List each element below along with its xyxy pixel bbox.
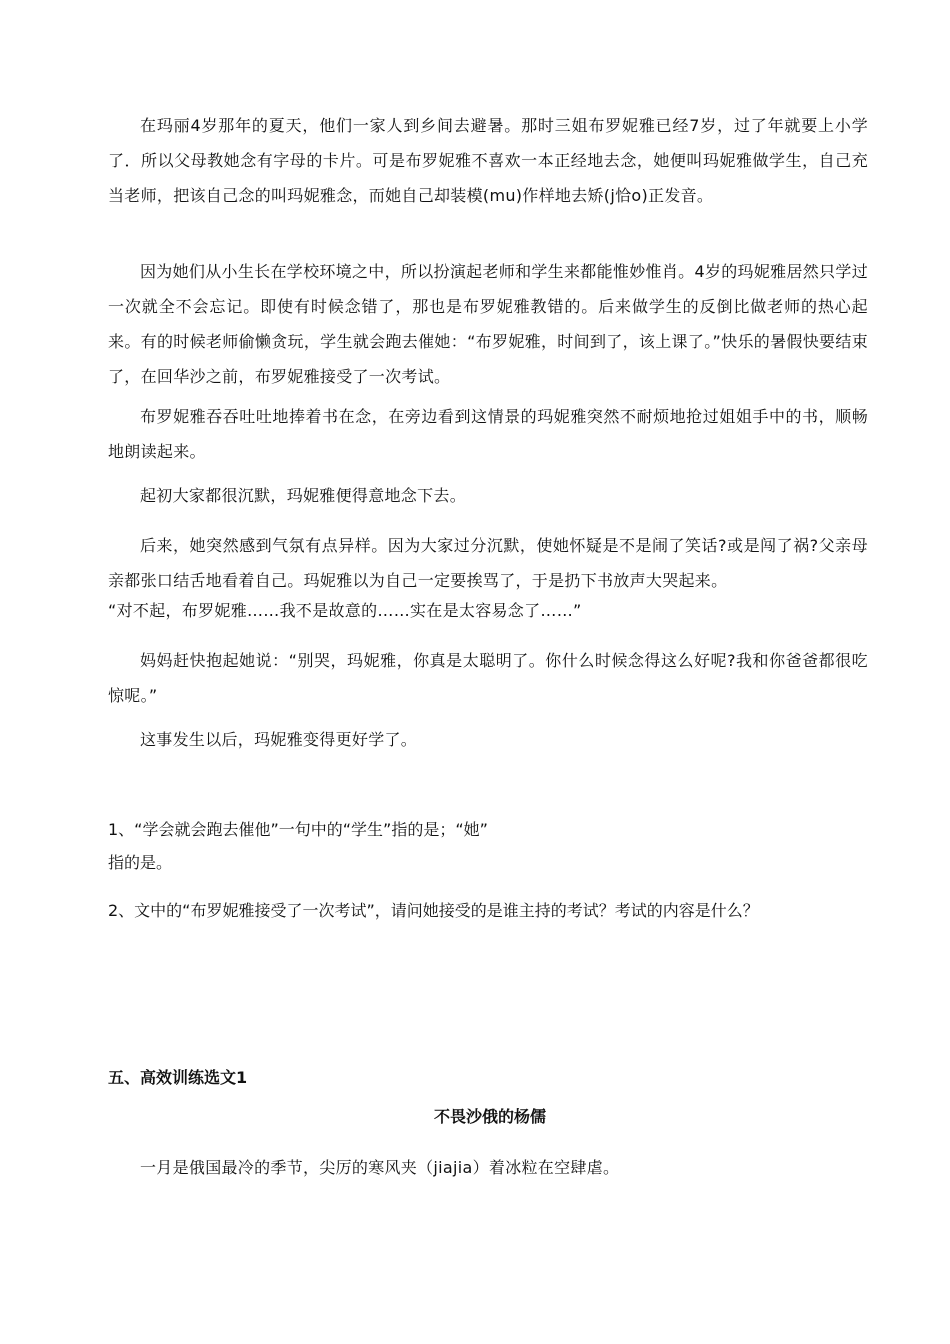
passage-paragraph: 后来，她突然感到气氛有点异样。因为大家过分沉默，使她怀疑是不是闹了笑话?或是闯了祸?父亲母亲都张口结舌地看着自己。玛妮雅以为自己一定要挨骂了，于是扔下书放声大哭起来。 (108, 536, 868, 590)
passage-paragraph: 布罗妮雅吞吞吐吐地捧着书在念，在旁边看到这情景的玛妮雅突然不耐烦地抢过姐姐手中的书，顺畅地朗读起来。 (108, 407, 868, 461)
passage-paragraph: “对不起，布罗妮雅……我不是故意的……实在是太容易念了……” (108, 601, 582, 620)
passage-paragraph: 在玛丽4岁那年的夏天，他们一家人到乡间去避暑。那时三姐布罗妮雅已经7岁，过了年就要上小学了．所以父母教她念有字母的卡片。可是布罗妮雅不喜欢一本正经地去念，她便叫玛妮雅做学生，自己充当老师，把该自己念的叫玛妮雅念，而她自己却装模(mu)作样地去矫(j恰o)正发音。 (108, 116, 868, 205)
article-first-paragraph: 一月是俄国最冷的季节，尖厉的寒风夹（jiajia）着冰粒在空肆虐。 (140, 1158, 620, 1177)
article-title: 不畏沙俄的杨儒 (433, 1107, 546, 1126)
question-1-line-2: 指的是。 (108, 853, 173, 872)
question-2: 2、文中的“布罗妮雅接受了一次考试”，请问她接受的是谁主持的考试？考试的内容是什么？ (108, 901, 759, 920)
passage-paragraph: 这事发生以后，玛妮雅变得更好学了。 (140, 730, 418, 749)
passage-paragraph: 因为她们从小生长在学校环境之中，所以扮演起老师和学生来都能惟妙惟肖。4岁的玛妮雅居然只学过一次就全不会忘记。即使有时候念错了，那也是布罗妮雅教错的。后来做学生的反倒比做老师的热心起来。有的时候老师偷懒贪玩，学生就会跑去催她：“布罗妮雅，时间到了，该上课了。”快乐的暑假快要结束了，在回华沙之前，布罗妮雅接受了一次考试。 (108, 262, 868, 386)
passage-paragraph: 妈妈赶快抱起她说：“别哭，玛妮雅，你真是太聪明了。你什么时候念得这么好呢?我和你爸爸都很吃惊呢。” (108, 651, 868, 705)
question-1-line-1: 1、“学会就会跑去催他”一句中的“学生”指的是；“她” (108, 820, 488, 839)
section-heading: 五、高效训练选文1 (108, 1068, 248, 1087)
passage-paragraph: 起初大家都很沉默，玛妮雅便得意地念下去。 (140, 486, 467, 505)
